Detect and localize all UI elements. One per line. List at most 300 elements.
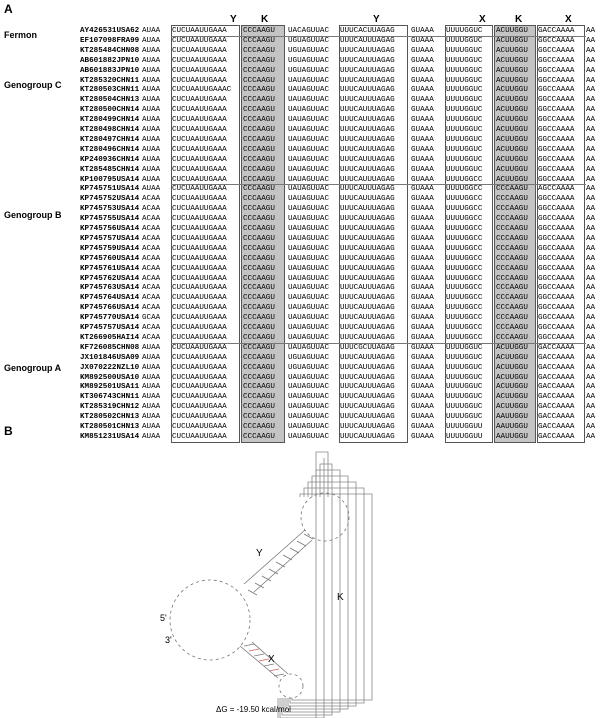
- sequence-cell: UAUAGUUAC: [288, 314, 330, 323]
- sequence-cell: UUUUGGCC: [446, 205, 483, 214]
- accession-cell: KT280497CHN14: [80, 135, 140, 144]
- sequence-cell: UUUUGGCC: [446, 333, 483, 342]
- sequence-cell: GUAAA: [411, 432, 434, 441]
- sequence-cell: ACUUGGU: [496, 27, 528, 35]
- sequence-cell: UAUAGUUAC: [288, 86, 330, 95]
- sequence-cell: UUUUGGUC: [446, 353, 483, 362]
- accession-cell: KP745756USA14: [80, 225, 140, 233]
- group-label: Genogroup C: [4, 80, 62, 90]
- sequence-cell: AAUUGGU: [496, 413, 528, 422]
- group-label: Genogroup A: [4, 363, 62, 373]
- sequence-cell: AA: [586, 373, 596, 382]
- stem-y-bond: [297, 541, 306, 546]
- sequence-cell: GUAAA: [411, 324, 434, 332]
- sequence-cell: UAUAGUUAC: [288, 175, 330, 184]
- accession-cell: KT280503CHN11: [80, 86, 140, 95]
- sequence-cell: ACUUGGU: [496, 116, 528, 125]
- sequence-cell: UUUCAUUUAGAG: [340, 66, 395, 75]
- sequence-cell: UUUCAUUUAGAG: [340, 76, 395, 85]
- sequence-cell: UUUCAUUUAGAG: [340, 116, 395, 125]
- sequence-cell: GUAAA: [411, 254, 434, 263]
- sequence-cell: CUCUAAUUGAAA: [172, 383, 227, 392]
- sequence-cell: CCCAAGU: [243, 274, 275, 283]
- sequence-cell: UGUAGUUAC: [288, 363, 330, 372]
- top-loop: [301, 493, 349, 541]
- sequence-cell: CUCUAAUUGAAA: [172, 343, 227, 352]
- sequence-cell: AUAA: [142, 185, 161, 194]
- accession-cell: KT280501CHN13: [80, 423, 140, 431]
- sequence-cell: CUCUAAUUGAAA: [172, 393, 227, 402]
- sequence-cell: CCCAAGU: [243, 324, 275, 332]
- accession-cell: KP745751USA14: [80, 185, 140, 194]
- sequence-cell: CUCUAAUUGAAA: [172, 195, 227, 204]
- sequence-cell: UAUAGUUAC: [288, 185, 330, 194]
- pseudoknot-connector: [278, 452, 328, 718]
- sequence-cell: AA: [586, 106, 596, 115]
- sequence-cell: ACUUGGU: [496, 56, 528, 65]
- sequence-cell: AUAA: [142, 106, 161, 115]
- sequence-cell: UUUUGGUC: [446, 96, 483, 105]
- sequence-cell: AUAA: [142, 56, 161, 65]
- sequence-cell: AUAA: [142, 46, 161, 55]
- sequence-cell: AA: [586, 135, 596, 144]
- sequence-cell: GUAAA: [411, 155, 434, 164]
- sequence-cell: CUCUAAUUGAAA: [172, 106, 227, 115]
- sequence-cell: UUUCAUUUAGAG: [340, 413, 395, 422]
- sequence-cell: CCCAAGU: [243, 165, 275, 174]
- free-energy-label: ΔG = -19.50 kcal/mol: [216, 705, 291, 714]
- sequence-cell: AUAA: [142, 135, 161, 144]
- sequence-cell: UUUCAUUUAGAG: [340, 333, 395, 342]
- accession-cell: KP745759USA14: [80, 244, 140, 253]
- accession-cell: KP745757USA14: [80, 324, 140, 332]
- sequence-cell: CUCUAAUUGAAA: [172, 36, 227, 45]
- sequence-cell: UUUCAUUUAGAG: [340, 96, 395, 105]
- sequence-cell: UAUAGUUAC: [288, 155, 330, 164]
- sequence-cell: UUUCAUUUAGAG: [340, 264, 395, 273]
- sequence-cell: UAUAGUUAC: [288, 284, 330, 293]
- sequence-cell: CCCAAGU: [243, 106, 275, 115]
- sequence-cell: CUCUAAUUGAAA: [172, 96, 227, 105]
- sequence-cell: UUUCAUUUAGAG: [340, 215, 395, 224]
- sequence-cell: UAUAGUUAC: [288, 432, 330, 441]
- sequence-cell: CUCUAAUUGAAA: [172, 294, 227, 303]
- sequence-cell: GUAAA: [411, 373, 434, 382]
- accession-cell: AB601883JPN10: [80, 66, 140, 75]
- sequence-cell: AUAA: [142, 86, 161, 95]
- sequence-cell: CCCAAGU: [243, 76, 275, 85]
- sequence-cell: UUUUGGUC: [446, 363, 483, 372]
- sequence-cell: CCCAAGU: [243, 254, 275, 263]
- sequence-cell: GGCCAAAA: [538, 175, 575, 184]
- sequence-cell: CCCAAGU: [243, 36, 275, 45]
- sequence-cell: CCCAAGU: [496, 254, 528, 263]
- sequence-cell: UAUAGUUAC: [288, 205, 330, 214]
- sequence-cell: GUAAA: [411, 244, 434, 253]
- sequence-cell: CCCAAGU: [243, 363, 275, 372]
- sequence-cell: UUUCAUUUAGAG: [340, 294, 395, 303]
- sequence-cell: GGCCAAAA: [538, 36, 575, 45]
- sequence-cell: CCCAAGU: [496, 244, 528, 253]
- sequence-cell: GCAA: [142, 314, 161, 323]
- sequence-cell: UAUAGUUAC: [288, 106, 330, 115]
- sequence-cell: UUUCAUUUAGAG: [340, 135, 395, 144]
- sequence-cell: AA: [586, 46, 596, 55]
- sequence-cell: UUUCAUUUAGAG: [340, 393, 395, 402]
- sequence-cell: CCCAAGU: [243, 393, 275, 402]
- pseudoknot-connector: [280, 458, 324, 718]
- sequence-cell: AA: [586, 324, 596, 332]
- sequence-cell: AA: [586, 56, 596, 65]
- sequence-cell: ACUUGGU: [496, 393, 528, 402]
- sequence-cell: UAUAGUUAC: [288, 126, 330, 134]
- accession-cell: KP240936CHN14: [80, 155, 140, 164]
- sequence-cell: CCCAAGU: [496, 304, 528, 313]
- sequence-cell: GUAAA: [411, 36, 434, 45]
- sequence-cell: GGCCAAAA: [538, 314, 575, 323]
- sequence-cell: CCCAAGU: [243, 175, 275, 184]
- accession-cell: KT306743CHN11: [80, 393, 140, 402]
- three-prime-label: 3': [165, 635, 172, 645]
- accession-cell: KP745763USA14: [80, 284, 140, 293]
- sequence-cell: UUUCAUUUAGAG: [340, 244, 395, 253]
- sequence-cell: UUUUGGUC: [446, 373, 483, 382]
- sequence-cell: CCCAAGU: [243, 66, 275, 75]
- accession-cell: KP745766USA14: [80, 304, 140, 313]
- sequence-cell: GUAAA: [411, 314, 434, 323]
- sequence-cell: AUAA: [142, 383, 161, 392]
- sequence-cell: GUAAA: [411, 393, 434, 402]
- sequence-cell: ACUUGGU: [496, 145, 528, 154]
- sequence-cell: GUAAA: [411, 333, 434, 342]
- sequence-cell: ACUUGGU: [496, 363, 528, 372]
- accession-cell: KT285484CHN08: [80, 46, 140, 55]
- sequence-cell: UUUCAUUUAGAG: [340, 254, 395, 263]
- sequence-cell: CUCUAAUUGAAA: [172, 46, 227, 55]
- accession-cell: KT285320CHN11: [80, 76, 140, 85]
- sequence-cell: UGUAGUUAC: [288, 46, 330, 55]
- accession-cell: KP745760USA14: [80, 254, 140, 263]
- sequence-cell: UUUCAUUUAGAG: [340, 36, 395, 45]
- sequence-cell: CUCUAAUUGAAA: [172, 284, 227, 293]
- sequence-cell: UUUUGGCC: [446, 225, 483, 233]
- sequence-cell: UAUAGUUAC: [288, 145, 330, 154]
- sequence-cell: GGCCAAAA: [538, 96, 575, 105]
- sequence-cell: UUUCAUUUAGAG: [340, 56, 395, 65]
- column-header: X: [565, 14, 572, 25]
- sequence-cell: UUUCAUUUAGAG: [340, 145, 395, 154]
- sequence-cell: CUCUAAUUGAAA: [172, 56, 227, 65]
- sequence-cell: GGCCAAAA: [538, 264, 575, 273]
- sequence-cell: ACUUGGU: [496, 76, 528, 85]
- stem-x-bond: [244, 644, 254, 646]
- sequence-cell: ACAA: [142, 205, 161, 214]
- accession-cell: KM892501USA11: [80, 383, 140, 392]
- sequence-cell: UAUAGUUAC: [288, 135, 330, 144]
- sequence-cell: AA: [586, 294, 596, 303]
- sequence-cell: AA: [586, 244, 596, 253]
- sequence-cell: CUCUAAUUGAAAC: [172, 86, 232, 95]
- sequence-cell: AGCCAAAA: [538, 185, 575, 194]
- sequence-cell: UUUUGGUC: [446, 106, 483, 115]
- sequence-cell: UGUAGUUAC: [288, 353, 330, 362]
- sequence-cell: ACUUGGU: [496, 46, 528, 55]
- sequence-cell: AA: [586, 393, 596, 402]
- sequence-cell: AA: [586, 27, 596, 35]
- sequence-cell: AA: [586, 413, 596, 422]
- sequence-cell: CCCAAGU: [243, 215, 275, 224]
- sequence-cell: GGCCAAAA: [538, 116, 575, 125]
- accession-cell: KF726085CHN08: [80, 343, 140, 352]
- sequence-cell: AA: [586, 66, 596, 75]
- sequence-cell: GUAAA: [411, 264, 434, 273]
- sequence-cell: ACUUGGU: [496, 175, 528, 184]
- sequence-cell: GUAAA: [411, 135, 434, 144]
- column-header: K: [261, 14, 269, 25]
- column-header: Y: [373, 14, 380, 25]
- accession-cell: KP745770USA14: [80, 314, 140, 323]
- sequence-cell: UUUUGGUC: [446, 145, 483, 154]
- sequence-cell: AA: [586, 234, 596, 243]
- sequence-cell: UUUUGGCC: [446, 314, 483, 323]
- sequence-cell: CCCAAGU: [496, 205, 528, 214]
- sequence-cell: UAUAGUUAC: [288, 403, 330, 412]
- sequence-cell: CCCAAGU: [496, 215, 528, 224]
- sequence-cell: GACCAAAA: [538, 353, 575, 362]
- sequence-cell: GACCAAAA: [538, 432, 575, 441]
- sequence-cell: GUAAA: [411, 304, 434, 313]
- sequence-cell: CCCAAGU: [496, 284, 528, 293]
- sequence-cell: UUUUGGCC: [446, 274, 483, 283]
- sequence-cell: UUUUGGCC: [446, 284, 483, 293]
- sequence-cell: ACUUGGU: [496, 66, 528, 75]
- sequence-cell: UUUUGGCC: [446, 195, 483, 204]
- sequence-cell: CCCAAGU: [243, 225, 275, 233]
- sequence-cell: CUCUAAUUGAAA: [172, 353, 227, 362]
- sequence-cell: GUAAA: [411, 46, 434, 55]
- sequence-cell: CCCAAGU: [243, 205, 275, 214]
- sequence-cell: CCCAAGU: [243, 56, 275, 65]
- sequence-cell: CUCUAAUUGAAA: [172, 423, 227, 431]
- sequence-cell: GGCCAAAA: [538, 205, 575, 214]
- sequence-cell: UUUCAUUUAGAG: [340, 274, 395, 283]
- sequence-cell: GUAAA: [411, 363, 434, 372]
- sequence-cell: ACUUGGU: [496, 96, 528, 105]
- sequence-cell: CUCUAAUUGAAA: [172, 175, 227, 184]
- sequence-cell: AA: [586, 274, 596, 283]
- accession-cell: KT280504CHN13: [80, 96, 140, 105]
- sequence-cell: AA: [586, 432, 596, 441]
- sequence-cell: UUUUGGCC: [446, 294, 483, 303]
- sequence-cell: CUCUAAUUGAAA: [172, 403, 227, 412]
- sequence-cell: ACUUGGU: [496, 106, 528, 115]
- sequence-cell: UUUUGGUC: [446, 126, 483, 134]
- sequence-cell: CUCUAAUUGAAA: [172, 373, 227, 382]
- sequence-cell: UUUCGCUUAGAG: [340, 343, 395, 352]
- sequence-cell: GUAAA: [411, 145, 434, 154]
- sequence-cell: ACAA: [142, 254, 161, 263]
- sequence-cell: CUCUAAUUGAAA: [172, 76, 227, 85]
- sequence-cell: UUUUGGUC: [446, 343, 483, 352]
- sequence-cell: ACAA: [142, 284, 161, 293]
- sequence-cell: CUCUAAUUGAAA: [172, 254, 227, 263]
- sequence-cell: UUUUGGCC: [446, 175, 483, 184]
- sequence-cell: CCCAAGU: [243, 333, 275, 342]
- sequence-cell: CCCAAGU: [496, 234, 528, 243]
- sequence-cell: GUAAA: [411, 403, 434, 412]
- sequence-cell: AUAA: [142, 36, 161, 45]
- pseudoknot-connectors: [278, 452, 372, 718]
- sequence-cell: CCCAAGU: [496, 333, 528, 342]
- sequence-cell: GUAAA: [411, 66, 434, 75]
- sequence-cell: UAUAGUUAC: [288, 393, 330, 402]
- sequence-cell: AUAA: [142, 76, 161, 85]
- sequence-cell: UUUUGGUU: [446, 432, 483, 441]
- sequence-cell: GGCCAAAA: [538, 126, 575, 134]
- sequence-cell: CUCUAAUUGAAA: [172, 244, 227, 253]
- sequence-cell: AA: [586, 225, 596, 233]
- stem-x-bond: [249, 649, 259, 651]
- sequence-cell: AUAA: [142, 413, 161, 422]
- sequence-cell: UUUCAUUUAGAG: [340, 234, 395, 243]
- sequence-cell: AA: [586, 145, 596, 154]
- sequence-cell: CUCUAAUUGAAA: [172, 155, 227, 164]
- sequence-cell: AUAA: [142, 343, 161, 352]
- sequence-cell: UUUCAUUUAGAG: [340, 403, 395, 412]
- sequence-cell: CUCUAAUUGAAA: [172, 165, 227, 174]
- sequence-cell: GACCAAAA: [538, 363, 575, 372]
- accession-cell: JX070222NZL10: [80, 363, 140, 372]
- sequence-cell: GGCCAAAA: [538, 244, 575, 253]
- sequence-cell: ACAA: [142, 225, 161, 233]
- sequence-cell: GUAAA: [411, 413, 434, 422]
- sequence-cell: AA: [586, 333, 596, 342]
- sequence-cell: GACCAAAA: [538, 413, 575, 422]
- sequence-cell: CCCAAGU: [243, 126, 275, 134]
- accession-cell: AB601882JPN10: [80, 56, 140, 65]
- sequence-cell: ACUUGGU: [496, 343, 528, 352]
- sequence-cell: GACCAAAA: [538, 403, 575, 412]
- sequence-cell: CCCAAGU: [243, 284, 275, 293]
- sequence-cell: UUUUGGUC: [446, 27, 483, 35]
- sequence-cell: ACUUGGU: [496, 126, 528, 134]
- sequence-cell: UUUUGGUC: [446, 135, 483, 144]
- sequence-cell: UACAGUUAC: [288, 27, 330, 35]
- five-prime-label: 5': [160, 613, 167, 623]
- sequence-cell: GACCAAAA: [538, 423, 575, 431]
- sequence-cell: GACCAAAA: [538, 383, 575, 392]
- group-label: Fermon: [4, 30, 38, 40]
- sequence-cell: UUUUGGUC: [446, 165, 483, 174]
- sequence-cell: CUCUAAUUGAAA: [172, 66, 227, 75]
- sequence-cell: ACAA: [142, 264, 161, 273]
- sequence-cell: GGCCAAAA: [538, 135, 575, 144]
- sequence-cell: AA: [586, 116, 596, 125]
- sequence-cell: ACUUGGU: [496, 165, 528, 174]
- sequence-cell: UGUAGUUAC: [288, 36, 330, 45]
- sequence-cell: GGCCAAAA: [538, 274, 575, 283]
- sequence-cell: UUUCAUUUAGAG: [340, 304, 395, 313]
- sequence-cell: UUUCAUUUAGAG: [340, 314, 395, 323]
- sequence-cell: UUUUGGUC: [446, 86, 483, 95]
- sequence-cell: UUUUGGUC: [446, 46, 483, 55]
- sequence-cell: CUCUAAUUGAAA: [172, 363, 227, 372]
- sequence-cell: ACAA: [142, 215, 161, 224]
- sequence-cell: CCCAAGU: [243, 432, 275, 441]
- sequence-cell: UUUCAUUUAGAG: [340, 46, 395, 55]
- sequence-cell: CCCAAGU: [243, 135, 275, 144]
- sequence-cell: ACAA: [142, 234, 161, 243]
- sequence-cell: CCCAAGU: [243, 86, 275, 95]
- sequence-cell: AUAA: [142, 116, 161, 125]
- sequence-cell: GGCCAAAA: [538, 294, 575, 303]
- sequence-cell: UUUUGGCC: [446, 215, 483, 224]
- sequence-cell: CCCAAGU: [243, 116, 275, 125]
- sequence-cell: AUAA: [142, 353, 161, 362]
- sequence-cell: AUAA: [142, 403, 161, 412]
- sequence-cell: AA: [586, 195, 596, 204]
- sequence-cell: GUAAA: [411, 343, 434, 352]
- sequence-cell: GUAAA: [411, 86, 434, 95]
- sequence-cell: AA: [586, 284, 596, 293]
- column-header: X: [479, 14, 486, 25]
- sequence-cell: ACUUGGU: [496, 383, 528, 392]
- sequence-cell: GUAAA: [411, 175, 434, 184]
- stem-y-strand: [254, 540, 312, 592]
- large-loop: [170, 580, 250, 660]
- accession-cell: KT280500CHN14: [80, 106, 140, 115]
- sequence-cell: AA: [586, 314, 596, 323]
- sequence-cell: GGCCAAAA: [538, 155, 575, 164]
- sequence-cell: CCCAAGU: [496, 195, 528, 204]
- sequence-cell: CCCAAGU: [243, 413, 275, 422]
- sequence-cell: CCCAAGU: [243, 145, 275, 154]
- pseudoknot-connector: [290, 488, 364, 703]
- sequence-cell: ACAA: [142, 244, 161, 253]
- sequence-cell: UUUUGGUC: [446, 413, 483, 422]
- sequence-cell: UUUCAUUUAGAG: [340, 86, 395, 95]
- sequence-cell: GUAAA: [411, 215, 434, 224]
- sequence-cell: UAUAGUUAC: [288, 383, 330, 392]
- sequence-cell: UAUAGUUAC: [288, 215, 330, 224]
- sequence-cell: AA: [586, 215, 596, 224]
- accession-cell: KP745755USA14: [80, 215, 140, 224]
- sequence-cell: GGCCAAAA: [538, 56, 575, 65]
- sequence-cell: CUCUAAUUGAAA: [172, 135, 227, 144]
- sequence-cell: GUAAA: [411, 27, 434, 35]
- sequence-cell: GUAAA: [411, 96, 434, 105]
- sequence-cell: CCCAAGU: [243, 244, 275, 253]
- sequence-cell: UUUCAUUUAGAG: [340, 324, 395, 332]
- sequence-cell: AUAA: [142, 363, 161, 372]
- sequence-cell: GGCCAAAA: [538, 195, 575, 204]
- accession-cell: KP745757USA14: [80, 234, 140, 243]
- sequence-cell: CUCUAAUUGAAA: [172, 116, 227, 125]
- sequence-cell: CCCAAGU: [496, 225, 528, 233]
- sequence-cell: GACCAAAA: [538, 393, 575, 402]
- sequence-cell: GUAAA: [411, 284, 434, 293]
- group-label: Genogroup B: [4, 210, 62, 220]
- sequence-cell: UUUCAUUUAGAG: [340, 373, 395, 382]
- pseudoknot-connector: [288, 482, 356, 706]
- sequence-cell: AA: [586, 363, 596, 372]
- sequence-cell: ACAA: [142, 324, 161, 332]
- stem-x-label: X: [268, 654, 275, 665]
- sequence-cell: GUAAA: [411, 205, 434, 214]
- sequence-cell: GUAAA: [411, 185, 434, 194]
- sequence-cell: UUUCAUUUAGAG: [340, 353, 395, 362]
- sequence-cell: GGCCAAAA: [538, 76, 575, 85]
